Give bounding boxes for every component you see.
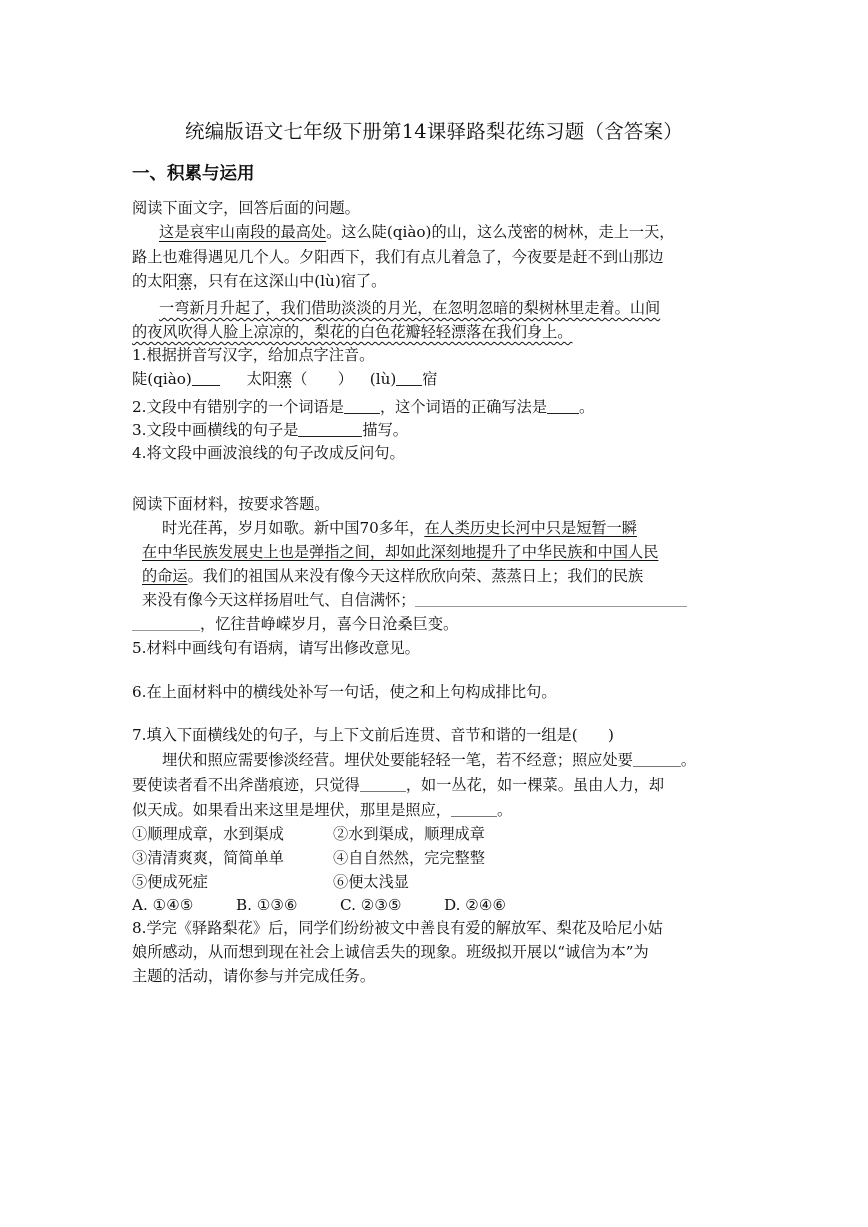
question-7-passage-line-3: 似天成。如果看出来这里是埋伏，那里是照应， 。 [132,801,513,819]
fill-in-blank[interactable] [415,591,687,607]
question-7-passage-line-2: 要使读者看不出斧凿痕迹，只觉得 ，如一丛花，如一棵菜。虽由人力，却 [132,776,664,794]
passage-2-line-1 [159,298,660,318]
question-4: 4.将文段中画波浪线的句子改成反问句。 [132,444,405,462]
question-1-answer-line: 陡(qiào) 太阳寨（ ） (lù) 宿 [132,370,438,388]
question-8-line-3: 主题的活动，请你参与并完成任务。 [132,967,375,985]
passage-1-line-1: 这是哀牢山南段的最高处。这么陡(qiào)的山，这么茂密的树林，走上一天， [159,223,675,241]
answer-blank[interactable] [451,801,497,817]
question-8-line-1: 8.学完《驿路梨花》后，同学们纷纷被文中善良有爱的解放军、梨花及哈尼小姑 [132,919,663,937]
option-6: ⑥便太浅显 [333,873,409,891]
answer-blank[interactable] [396,370,422,386]
material-line-5: ，忆往昔峥嵘岁月，喜今日沧桑巨变。 [132,614,458,634]
answer-blank[interactable] [633,751,681,767]
dotted-character: 寨 [177,272,193,290]
page-title: 统编版语文七年级下册第14课驿路梨花练习题（含答案） [184,120,683,143]
question-1: 1.根据拼音写汉字，给加点字注音。 [132,346,375,364]
material-line-1: 时光荏苒，岁月如歌。新中国70多年，在人类历史长河中只是短暂一瞬 [162,519,637,537]
option-3: ③清清爽爽，简简单单 [132,849,284,867]
question-3: 3.文段中画横线的句子是 描写。 [132,421,408,439]
option-1: ①顺理成章，水到渠成 [132,825,284,843]
question-6: 6.在上面材料中的横线处补写一句话，使之和上句构成排比句。 [132,683,557,701]
answer-blank[interactable] [192,370,220,386]
option-4: ④自自然然，完完整整 [333,849,485,867]
material-line-2: 在中华民族发展史上也是弹指之间，却如此深刻地提升了中华民族和中国人民 [142,543,659,561]
answer-blank[interactable] [547,398,579,414]
choice-b[interactable]: B. ①③⑥ [236,896,298,914]
section-heading: 一、积累与运用 [132,164,255,184]
choice-d[interactable]: D. ②④⑥ [444,896,507,914]
question-7: 7.填入下面横线处的句子，与上下文前后连贯、音节和谐的一组是( ) [132,726,614,744]
question-8-line-2: 娘所感动，从而想到现在社会上诚信丢失的现象。班级拟开展以“诚信为本”为 [132,943,649,961]
material-line-3: 的命运。我们的祖国从来没有像今天这样欣欣向荣、蒸蒸日上；我们的民族 [142,567,644,585]
answer-blank[interactable] [344,398,380,414]
passage-1-line-2: 路上也难得遇见几个人。夕阳西下，我们有点儿着急了，今夜要是赶不到山那边 [132,248,664,266]
underlined-sick-sentence: 在人类历史长河中只是短暂一瞬 [424,519,637,537]
option-5: ⑤便成死症 [132,873,208,891]
fill-in-blank[interactable] [132,615,200,631]
question-7-passage-line-1: 埋伏和照应需要惨淡经营。埋伏处要能轻轻一笔，若不经意；照应处要 。 [162,751,696,769]
choice-c[interactable]: C. ②③⑤ [340,896,402,914]
choice-a[interactable]: A. ①④⑤ [132,896,194,914]
reading-intro-1: 阅读下面文字，回答后面的问题。 [132,199,360,217]
material-line-4: 来没有像今天这样扬眉吐气、自信满怀； [142,590,687,610]
answer-blank[interactable] [298,421,362,437]
option-2: ②水到渠成，顺理成章 [333,825,485,843]
wavy-underlined-sentence: 一弯新月升起了，我们借助淡淡的月光，在忽明忽暗的梨树林里走着。山间 [159,299,661,317]
reading-intro-2: 阅读下面材料，按要求答题。 [132,495,330,513]
question-5: 5.材料中画线句有语病，请写出修改意见。 [132,639,420,657]
question-2: 2.文段中有错别字的一个词语是 ，这个词语的正确写法是 。 [132,398,595,416]
answer-blank[interactable] [360,776,406,792]
passage-1-line-3: 的太阳寨，只有在这深山中(lù)宿了。 [132,272,387,290]
passage-2-line-2: 的夜风吹得人脸上凉凉的，梨花的白色花瓣轻轻漂落在我们身上。 [132,323,573,341]
underlined-sentence: 这是哀牢山南段的最高处 [159,223,327,241]
